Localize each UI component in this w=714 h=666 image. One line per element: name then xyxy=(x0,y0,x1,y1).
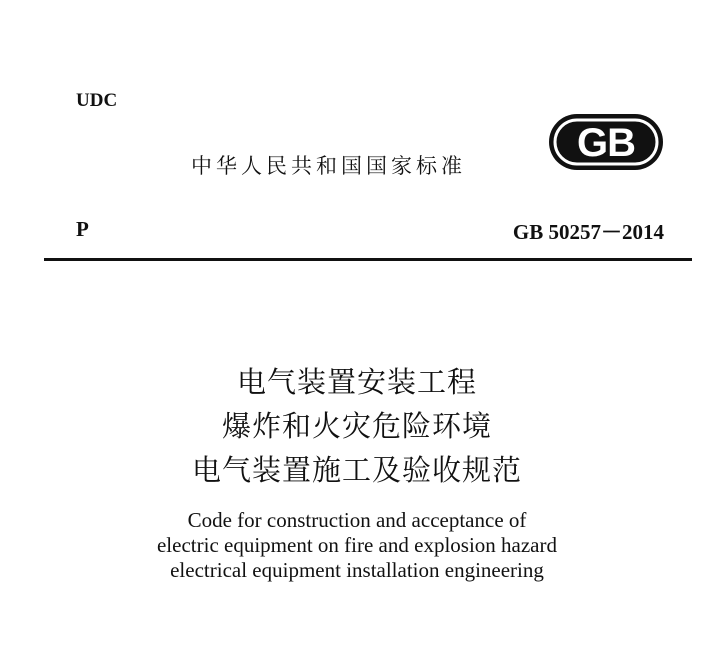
chinese-title-line: 电气装置安装工程 xyxy=(236,365,477,399)
chinese-title-line: 爆炸和火灾危险环境 xyxy=(221,409,492,443)
header-divider xyxy=(44,258,692,261)
english-title xyxy=(0,508,714,583)
chinese-title-line: 电气装置施工及验收规范 xyxy=(191,453,522,487)
english-title-line: electric equipment on fire and explosion hazard xyxy=(156,533,557,557)
udc-label: UDC xyxy=(76,90,118,111)
chinese-title xyxy=(0,360,714,492)
gb-logo xyxy=(547,112,665,172)
classification-code: P xyxy=(76,217,89,241)
gb-logo-text: GB xyxy=(577,121,635,165)
national-standard-heading: 中华人民共和国国家标准 xyxy=(191,154,466,178)
english-title-line: Code for construction and acceptance of xyxy=(187,508,527,532)
standard-number: GB 50257－2014 xyxy=(512,220,664,244)
english-title-line: electrical equipment installation engineering xyxy=(170,558,544,582)
